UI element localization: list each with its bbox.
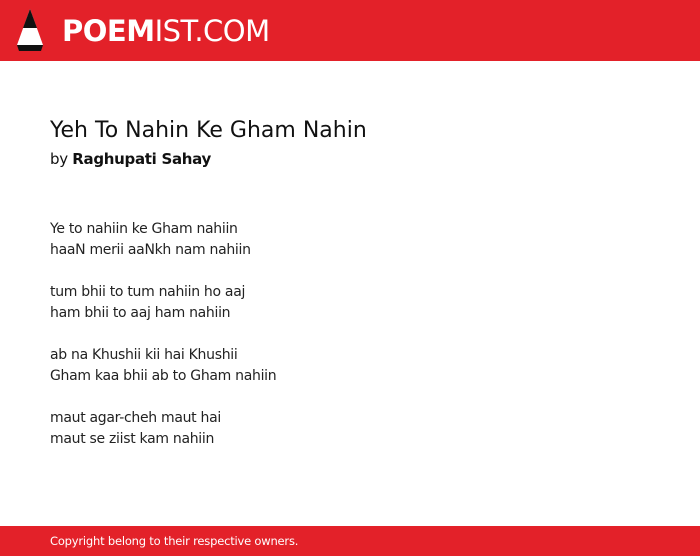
logo-bold-text: POEM — [62, 14, 155, 48]
poem-line: maut agar-cheh maut hai — [50, 410, 221, 426]
poem-line: haaN merii aaNkh nam nahiin — [50, 242, 251, 258]
poem-stanza — [50, 219, 276, 261]
site-footer — [0, 526, 700, 556]
poem-stanza — [50, 408, 276, 450]
poem-title: Yeh To Nahin Ke Gham Nahin — [50, 118, 367, 143]
poem-body — [50, 219, 276, 471]
site-header — [0, 0, 700, 61]
poem-line: maut se ziist kam nahiin — [50, 431, 215, 447]
poem-byline — [50, 149, 211, 169]
poem-line: Gham kaa bhii ab to Gham nahiin — [50, 368, 277, 384]
poem-stanza — [50, 345, 276, 387]
by-label: by — [50, 150, 68, 168]
poem-line: Ye to nahiin ke Gham nahiin — [50, 221, 238, 237]
poem-line: ab na Khushii kii hai Khushii — [50, 347, 238, 363]
poem-author: Raghupati Sahay — [72, 150, 211, 168]
pen-nib-icon[interactable] — [17, 9, 43, 51]
poem-line: ham bhii to aaj ham nahiin — [50, 305, 231, 321]
logo-light-text: IST.COM — [154, 14, 270, 48]
poem-line: tum bhii to tum nahiin ho aaj — [50, 284, 246, 300]
poem-stanza — [50, 282, 276, 324]
site-logo[interactable] — [62, 13, 270, 49]
copyright-notice: Copyright belong to their respective owners. — [50, 534, 299, 548]
